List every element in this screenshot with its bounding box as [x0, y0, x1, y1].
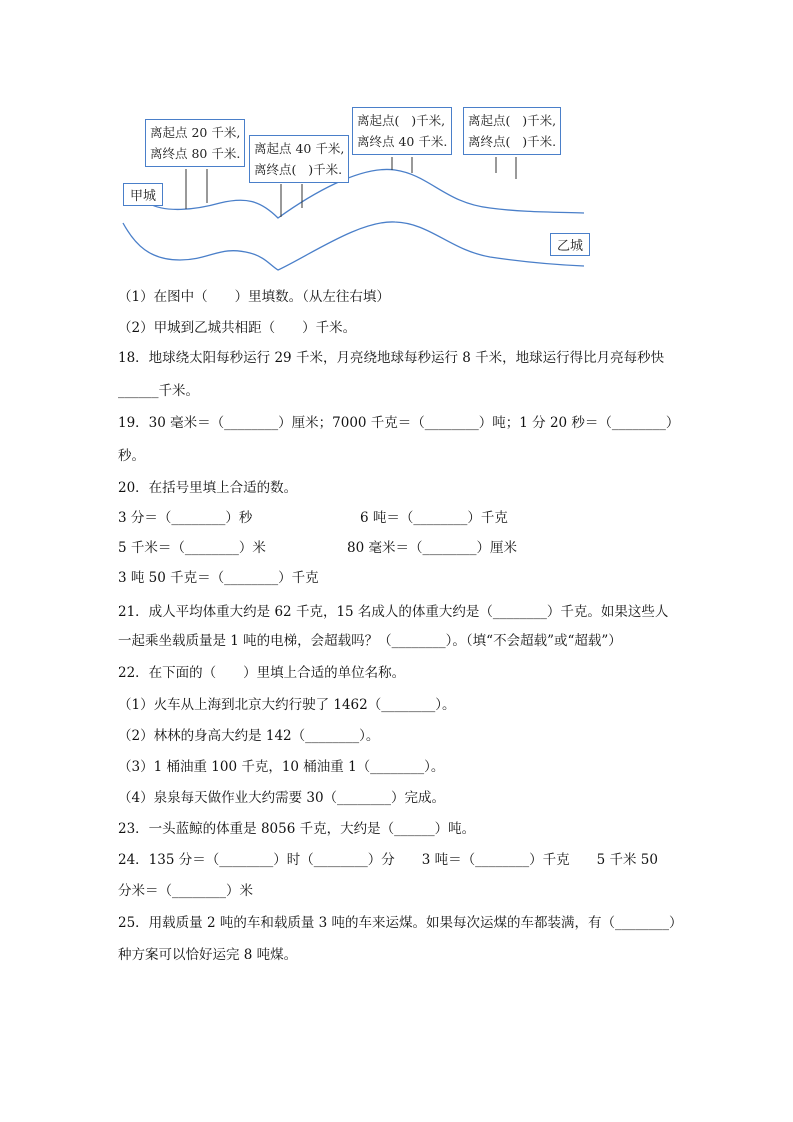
q18-cont: ______千米。: [118, 383, 199, 399]
q20-row2-a: 5 千米＝（________）米: [118, 540, 266, 556]
road-upper-edge: [148, 169, 584, 218]
q24: 24．135 分＝（________）时（________）分 3 吨＝（________）千克 5 千米 50: [118, 852, 658, 868]
q22-2: （2）林林的身高大约是 142（________）。: [118, 728, 380, 744]
q19: 19．30 毫米＝（________）厘米；7000 千克＝（________）吨；1 分 20 秒＝（________）: [118, 415, 680, 431]
sign-2: [249, 135, 349, 183]
q20: 20．在括号里填上合适的数。: [118, 480, 298, 496]
q22-4: （4）泉泉每天做作业大约需要 30（________）完成。: [118, 790, 446, 806]
q22-3: （3）1 桶油重 100 千克，10 桶油重 1（________）。: [118, 759, 445, 775]
road-lower-edge: [123, 222, 584, 270]
q22: 22．在下面的（ ）里填上合适的单位名称。: [118, 665, 406, 681]
q17-part1: （1）在图中（ ）里填数。（从左往右填）: [118, 289, 390, 305]
q24-cont: 分米＝（________）米: [118, 883, 253, 899]
q20-row2-b: 80 毫米＝（________）厘米: [347, 540, 517, 556]
sign-line: 离起点 40 千米,: [254, 141, 345, 156]
sign-line: 离起点( )千米,: [468, 113, 557, 128]
sign-line: 离终点 80 千米.: [150, 146, 241, 161]
q19-cont: 秒。: [118, 448, 145, 464]
q21: 21．成人平均体重大约是 62 千克，15 名成人的体重大约是（________）千克。如果这些人: [118, 604, 669, 620]
q18: 18．地球绕太阳每秒运行 29 千米，月亮绕地球每秒运行 8 千米，地球运行得比月亮每秒快: [118, 350, 665, 366]
sign-4: [463, 107, 561, 155]
q17-part2: （2）甲城到乙城共相距（ ）千米。: [118, 320, 357, 336]
q20-row1-b: 6 吨＝（________）千克: [360, 510, 508, 526]
sign-line: 离终点 40 千米.: [357, 134, 448, 149]
sign-3: [352, 107, 452, 155]
sign-line: 离起点( )千米,: [357, 113, 446, 128]
q25: 25．用载质量 2 吨的车和载质量 3 吨的车来运煤。如果每次运煤的车都装满，有（________）: [118, 915, 683, 931]
q25-cont: 种方案可以恰好运完 8 吨煤。: [118, 947, 298, 963]
sign-line: 离终点( )千米.: [468, 134, 557, 149]
q21-cont: 一起乘坐载质量是 1 吨的电梯，会超载吗？（________）。（填“不会超载”或“超载”）: [118, 633, 622, 649]
road-diagram: [110, 95, 600, 275]
q22-1: （1）火车从上海到北京大约行驶了 1462（________）。: [118, 697, 456, 713]
sign-line: 离终点( )千米.: [254, 162, 343, 177]
sign-1: [145, 119, 245, 167]
end-city-label: 乙城: [550, 233, 590, 256]
q20-row1-a: 3 分＝（________）秒: [118, 510, 253, 526]
q23: 23．一头蓝鲸的体重是 8056 千克，大约是（______）吨。: [118, 821, 476, 837]
sign-line: 离起点 20 千米,: [150, 125, 241, 140]
q20-row3: 3 吨 50 千克＝（________）千克: [118, 570, 319, 586]
start-city-label: 甲城: [123, 183, 163, 206]
